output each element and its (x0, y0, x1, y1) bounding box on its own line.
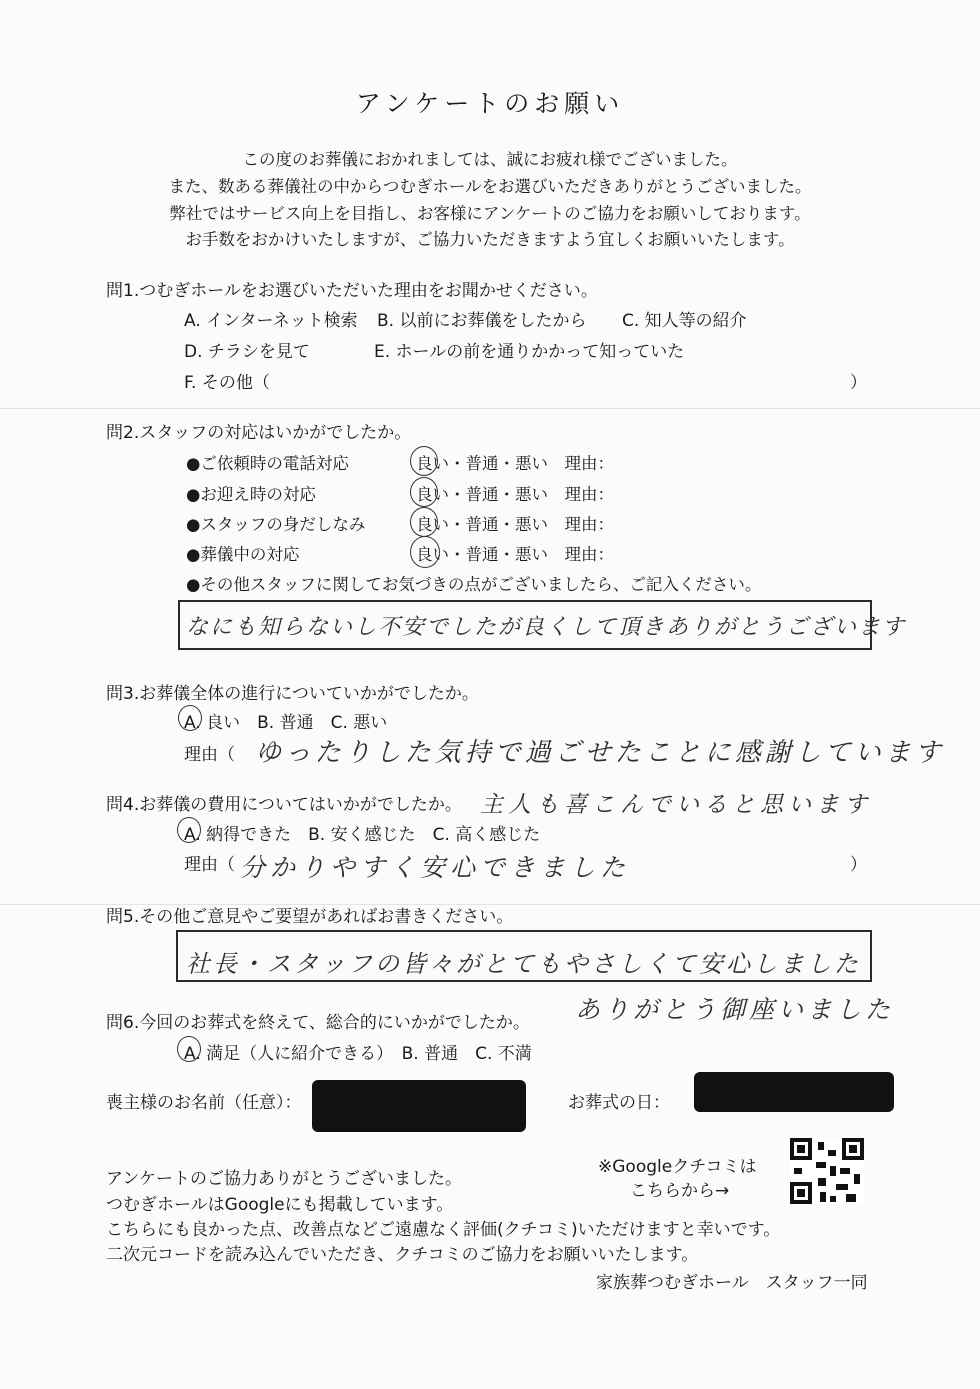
q2-row-phone: ●ご依頼時の電話対応 (186, 454, 349, 473)
q2-rating-pickup[interactable]: 良い・普通・悪い 理由： (416, 485, 614, 504)
q4-handwritten-reason: 分かりやすく安心できました (240, 853, 631, 882)
q3-options[interactable]: A. 良い B. 普通 C. 悪い (184, 713, 388, 733)
q6-question: 問6.今回のお葬式を終えて、総合的にいかがでしたか。 (106, 1013, 530, 1033)
signature: 家族葬つむぎホール スタッフ一同 (596, 1273, 868, 1293)
selection-circle (410, 446, 438, 476)
q5-handwritten-comment-2: ありがとう御座いました (575, 995, 895, 1024)
name-label: 喪主様のお名前（任意）： (106, 1093, 302, 1113)
selection-circle (410, 477, 438, 507)
footer-line-3: こちらにも良かった点、改善点などご遠慮なく評価(クチコミ)いただけますと幸いです。 (106, 1220, 781, 1240)
footer-line-1: アンケートのご協力ありがとうございました。 (106, 1169, 462, 1189)
qr-code[interactable] (790, 1138, 864, 1204)
q2-rating-appearance[interactable]: 良い・普通・悪い 理由： (416, 515, 614, 534)
q2-question: 問2.スタッフの対応はいかがでしたか。 (106, 423, 412, 443)
redacted-name (312, 1080, 526, 1132)
fold-line (0, 408, 980, 409)
q2-rating-phone[interactable]: 良い・普通・悪い 理由： (416, 454, 614, 473)
selection-circle (178, 705, 202, 731)
q4-options[interactable]: A. 納得できた B. 安く感じた C. 高く感じた (184, 825, 541, 845)
q4-question: 問4.お葬儀の費用についてはいかがでしたか。 (106, 795, 462, 815)
q1-option-f-close: ） (850, 373, 867, 393)
q5-question: 問5.その他ご意見やご要望があればお書きください。 (106, 907, 514, 927)
footer-line-2: つむぎホールはGoogleにも掲載しています。 (106, 1195, 454, 1215)
redacted-date (694, 1072, 894, 1112)
q2-row-appearance: ●スタッフの身だしなみ (186, 515, 366, 534)
q4-reason-close: ） (850, 855, 867, 875)
q4-handwritten-extra: 主人も喜こんでいると思います (480, 792, 872, 818)
q1-option-f[interactable]: F. その他（ (184, 373, 270, 393)
q2-comment-box[interactable] (178, 600, 907, 650)
q2-row-ceremony: ●葬儀中の対応 (186, 545, 300, 564)
q5-comment-box[interactable] (176, 930, 872, 982)
q1-option-e[interactable]: E. ホールの前を通りかかって知っていた (374, 342, 685, 362)
q2-other-prompt: ●その他スタッフに関してお気づきの点がございましたら、ご記入ください。 (186, 575, 762, 594)
q3-question: 問3.お葬儀全体の進行についていかがでしたか。 (106, 684, 479, 704)
q1-option-b[interactable]: B. 以前にお葬儀をしたから (377, 311, 587, 331)
intro-line-1: この度のお葬儀におかれましては、誠にお疲れ様でございました。 (242, 150, 738, 169)
intro-line-2: また、数ある葬儀社の中からつむぎホールをお選びいただきありがとうございました。 (168, 177, 812, 196)
q1-question: 問1.つむぎホールをお選びいただいた理由をお聞かせください。 (106, 281, 598, 301)
q4-reason-label: 理由（ (184, 855, 235, 875)
date-label: お葬式の日： (568, 1093, 670, 1113)
q1-option-a[interactable]: A. インターネット検索 (184, 311, 358, 331)
google-note-2[interactable]: こちらから→ (630, 1181, 730, 1201)
q6-options[interactable]: A. 満足（人に紹介できる） B. 普通 C. 不満 (184, 1044, 532, 1064)
selection-circle (410, 507, 438, 537)
q2-row-pickup: ●お迎え時の対応 (186, 485, 316, 504)
intro-line-4: お手数をおかけいたしますが、ご協力いただきますよう宜しくお願いいたします。 (185, 230, 795, 249)
page-title: アンケートのお願い (355, 89, 625, 118)
q3-reason-label: 理由（ (184, 745, 235, 765)
selection-circle (177, 1036, 201, 1062)
footer-line-4: 二次元コードを読み込んでいただき、クチコミのご協力をお願いいたします。 (106, 1245, 699, 1265)
q1-option-d[interactable]: D. チラシを見て (184, 342, 310, 362)
q5-handwritten-comment: 社長・スタッフの皆々がとてもやさしくて安心しました (186, 950, 861, 978)
q1-option-c[interactable]: C. 知人等の紹介 (622, 311, 747, 331)
q2-rating-ceremony[interactable]: 良い・普通・悪い 理由： (416, 545, 614, 564)
selection-circle (177, 817, 201, 843)
q3-handwritten-reason: ゆったりした気持で過ごせたことに感謝しています (255, 738, 945, 768)
selection-circle (410, 536, 440, 568)
q2-handwritten-comment: なにも知らないし不安でしたが良くして頂きありがとうございます (186, 615, 907, 640)
intro-line-3: 弊社ではサービス向上を目指し、お客様にアンケートのご協力をお願いしております。 (169, 204, 811, 223)
google-note-1: ※Googleクチコミは (598, 1157, 757, 1177)
